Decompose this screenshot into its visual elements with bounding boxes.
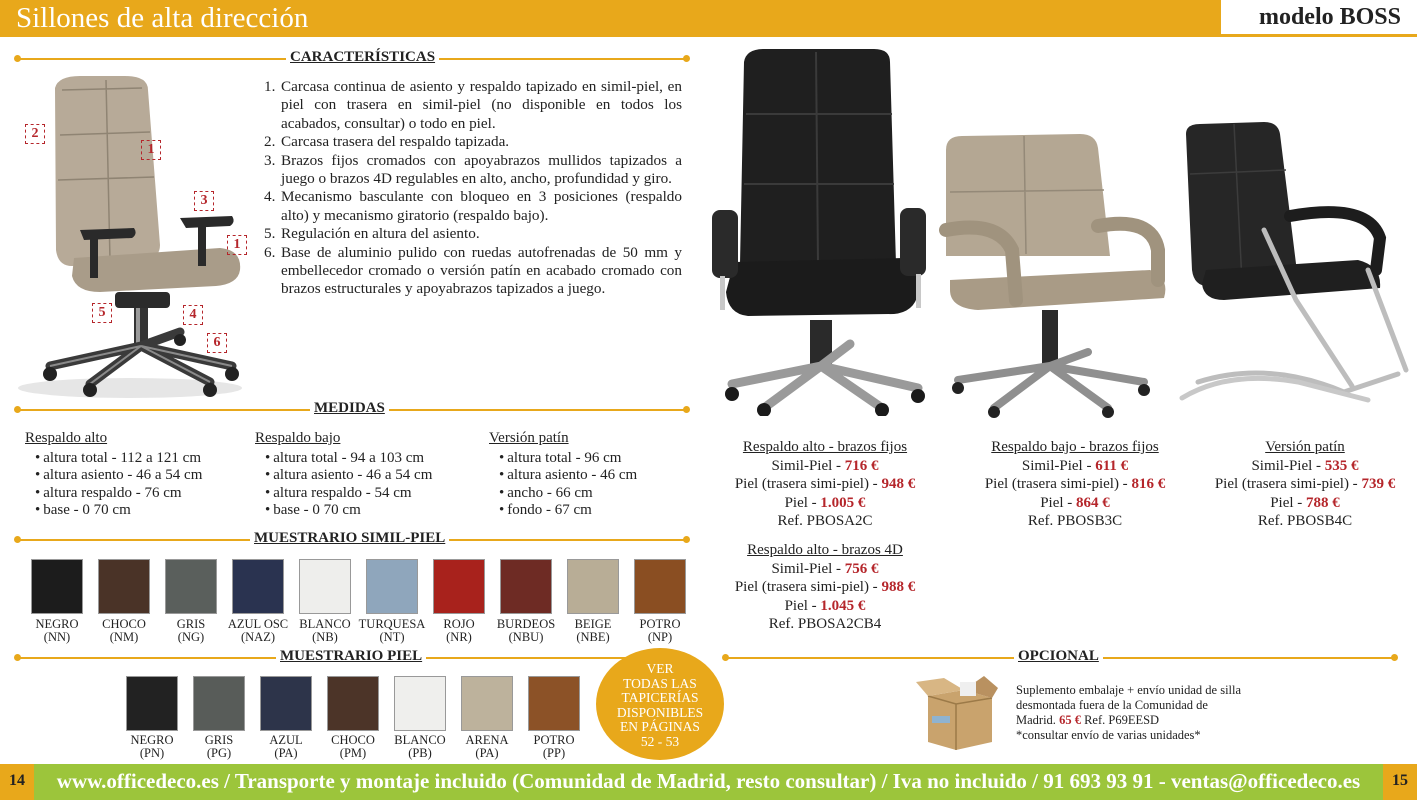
section-features-heading — [14, 49, 690, 69]
simil-swatch — [165, 559, 217, 614]
simil-swatch — [98, 559, 150, 614]
marker-5: 5 — [92, 303, 112, 323]
chair-low-back-image — [938, 130, 1170, 420]
piel-swatch — [327, 676, 379, 731]
section-simil-heading — [14, 530, 690, 550]
price-block-high-4d: Respaldo alto - brazos 4D Simil-Piel - 756 € Piel (trasera simi-piel) - 988 € Piel - 1.045 € Ref. PBOSA2CB4 — [734, 542, 916, 632]
simil-swatch-label: BURDEOS (NBU) — [496, 617, 556, 644]
simil-swatch — [500, 559, 552, 614]
simil-swatch — [232, 559, 284, 614]
header-bar — [0, 0, 1417, 37]
simil-swatch — [634, 559, 686, 614]
page-number-left: 14 — [0, 764, 34, 800]
chair-high-back-image — [704, 44, 944, 416]
piel-swatch — [394, 676, 446, 731]
simil-swatch — [433, 559, 485, 614]
measures-heading: MEDIDAS — [310, 400, 389, 417]
feature-item: 4. Mecanismo basculante con bloqueo en 3 posiciones (respaldo alto) y mecanismo giratorio (respaldo bajo). — [264, 188, 682, 224]
marker-1b: 1 — [227, 235, 247, 255]
piel-heading: MUESTRARIO PIEL — [276, 648, 426, 665]
feature-item: 6. Base de aluminio pulido con ruedas autofrenadas de 50 mm y embellecedor cromado o versión patín en acabado cromado con brazos estructurales y apoyabrazos tapizados a juego. — [264, 243, 682, 298]
model-box — [1221, 0, 1417, 37]
marker-4: 4 — [183, 305, 203, 325]
simil-swatch-label: BEIGE (NBE) — [574, 617, 612, 644]
simil-swatch — [31, 559, 83, 614]
simil-swatch-label: TURQUESA (NT) — [358, 617, 426, 644]
piel-swatch-label: NEGRO (PN) — [130, 733, 174, 760]
simil-swatch — [366, 559, 418, 614]
piel-swatch — [126, 676, 178, 731]
simil-swatch-label: AZUL OSC (NAZ) — [227, 617, 289, 644]
piel-swatch — [528, 676, 580, 731]
simil-swatch-label: GRIS (NG) — [176, 617, 206, 644]
price-block-low-fixed: Respaldo bajo - brazos fijos Simil-Piel - 611 € Piel (trasera simi-piel) - 816 € Piel - 864 € Ref. PBOSB3C — [984, 439, 1166, 529]
features-heading: CARACTERÍSTICAS — [286, 49, 439, 66]
feature-item: 5. Regulación en altura del asiento. — [264, 225, 480, 243]
price-block-high-fixed: Respaldo alto - brazos fijos Simil-Piel - 716 € Piel (trasera simi-piel) - 948 € Piel - 1.005 € Ref. PBOSA2C — [734, 439, 916, 529]
piel-swatch-label: BLANCO (PB) — [394, 733, 446, 760]
features-list — [264, 78, 682, 299]
piel-swatch-label: CHOCO (PM) — [331, 733, 375, 760]
section-piel-heading — [14, 648, 690, 668]
simil-swatch-label: NEGRO (NN) — [35, 617, 79, 644]
piel-swatch-label: POTRO (PP) — [533, 733, 575, 760]
measures-respaldo-bajo: Respaldo bajo • altura total - 94 a 103 cm • altura asiento - 46 a 54 cm • altura respaldo - 54 cm • base - 0 70 cm — [255, 430, 432, 520]
piel-swatch — [193, 676, 245, 731]
simil-swatch — [567, 559, 619, 614]
shipping-box-icon — [914, 672, 1000, 754]
feature-item: 3. Brazos fijos cromados con apoyabrazos mullidos tapizados a juego o brazos 4D regulables en alto, ancho, profundidad y giro. — [264, 151, 682, 188]
section-measures-heading — [14, 400, 690, 420]
simil-swatch-label: CHOCO (NM) — [102, 617, 146, 644]
marker-3: 3 — [194, 191, 214, 211]
marker-1a: 1 — [141, 140, 161, 160]
optional-heading: OPCIONAL — [1014, 648, 1103, 665]
piel-swatch-label: ARENA (PA) — [465, 733, 509, 760]
simil-swatch-label: POTRO (NP) — [639, 617, 681, 644]
ver-tapicerias-badge[interactable]: VER TODAS LAS TAPICERÍAS DISPONIBLES EN PÁGINAS 52 - 53 — [596, 648, 724, 760]
simil-swatch-label: ROJO (NR) — [443, 617, 475, 644]
page-title: Sillones de alta dirección — [16, 2, 309, 34]
marker-6: 6 — [207, 333, 227, 353]
marker-2: 2 — [25, 124, 45, 144]
piel-swatch-label: GRIS (PG) — [204, 733, 234, 760]
footer-text[interactable]: www.officedeco.es / Transporte y montaje incluido (Comunidad de Madrid, resto consultar) / Iva no incluido / 91 693 93 91 - ventas@officedeco.es — [56, 769, 1361, 793]
optional-text: Suplemento embalaje + envío unidad de silla desmontada fuera de la Comunidad de Madrid. 65 € Ref. P69EESD *consultar envío de varias unidades* — [1016, 683, 1242, 742]
piel-swatch — [461, 676, 513, 731]
simil-swatch — [299, 559, 351, 614]
simil-swatch-label: BLANCO (NB) — [299, 617, 351, 644]
chair-patin-image — [1168, 120, 1412, 412]
price-block-patin: Versión patín Simil-Piel - 535 € Piel (trasera simi-piel) - 739 € Piel - 788 € Ref. PBOSB4C — [1214, 439, 1396, 529]
measures-respaldo-alto: Respaldo alto • altura total - 112 a 121 cm • altura asiento - 46 a 54 cm • altura respaldo - 76 cm • base - 0 70 cm — [25, 430, 202, 520]
page-number-right: 15 — [1383, 764, 1417, 800]
simil-heading: MUESTRARIO SIMIL-PIEL — [250, 530, 449, 547]
piel-swatch — [260, 676, 312, 731]
feature-item: 2. Carcasa trasera del respaldo tapizada. — [264, 133, 510, 151]
model-name: modelo BOSS — [1258, 4, 1401, 30]
section-optional-heading — [722, 648, 1398, 668]
feature-item: 1. Carcasa continua de asiento y respaldo tapizado en simil-piel, en piel con trasera en simil-piel (no disponible en todos los acabados, consultar) o todo en piel. — [264, 78, 682, 132]
footer-bar — [0, 764, 1417, 800]
measures-version-patin: Versión patín • altura total - 96 cm • altura asiento - 46 cm • ancho - 66 cm • fondo - 67 cm — [489, 430, 637, 520]
piel-swatch-label: AZUL (PA) — [269, 733, 303, 760]
